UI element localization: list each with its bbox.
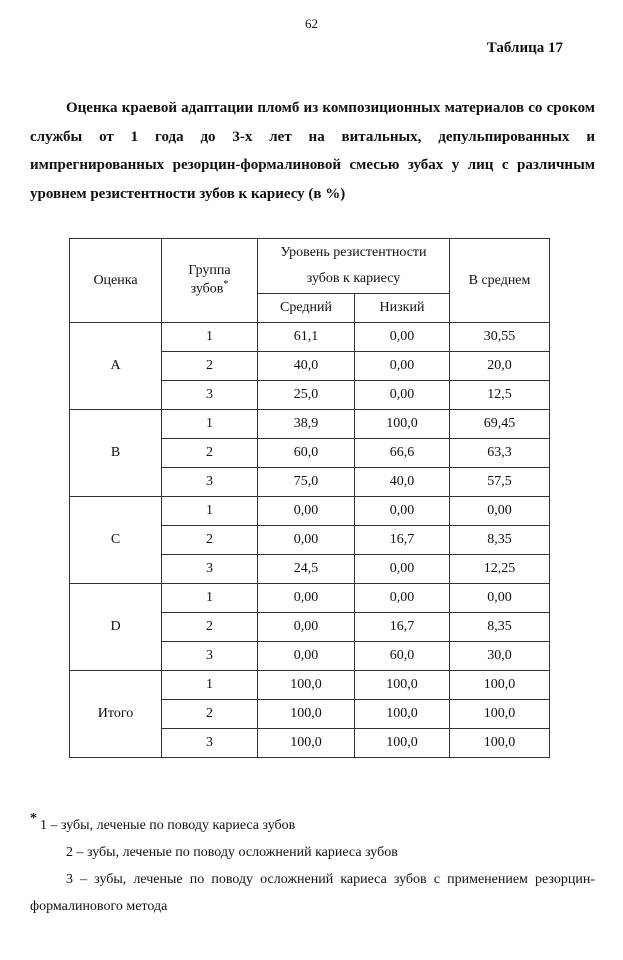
- group-cell: 3: [162, 729, 258, 758]
- medium-cell: 0,00: [258, 642, 355, 671]
- medium-cell: 0,00: [258, 613, 355, 642]
- footnote-1-text: 1 – зубы, леченые по поводу кариеса зубов: [40, 818, 296, 833]
- header-average: В среднем: [450, 239, 550, 323]
- group-cell: 3: [162, 468, 258, 497]
- footnote-mark: *: [30, 811, 37, 826]
- group-cell: 3: [162, 642, 258, 671]
- header-resistance-line1: Уровень резистентности: [280, 245, 427, 260]
- group-cell: 3: [162, 555, 258, 584]
- average-cell: 0,00: [450, 584, 550, 613]
- group-cell: 1: [162, 410, 258, 439]
- medium-cell: 25,0: [258, 381, 355, 410]
- medium-cell: 60,0: [258, 439, 355, 468]
- group-cell: 1: [162, 323, 258, 352]
- medium-cell: 75,0: [258, 468, 355, 497]
- score-cell: Итого: [70, 671, 162, 758]
- table-row: [70, 671, 550, 700]
- low-cell: 100,0: [355, 410, 450, 439]
- group-cell: 1: [162, 671, 258, 700]
- low-cell: 16,7: [355, 613, 450, 642]
- table-row: [70, 410, 550, 439]
- table-row: [70, 584, 550, 613]
- header-score: Оценка: [70, 239, 162, 323]
- average-cell: 30,0: [450, 642, 550, 671]
- average-cell: 100,0: [450, 729, 550, 758]
- table-row: [70, 497, 550, 526]
- group-cell: 2: [162, 352, 258, 381]
- table-label: Таблица 17: [486, 40, 563, 56]
- group-cell: 2: [162, 700, 258, 729]
- group-cell: 1: [162, 497, 258, 526]
- header-low: Низкий: [355, 294, 450, 323]
- medium-cell: 0,00: [258, 526, 355, 555]
- low-cell: 0,00: [355, 352, 450, 381]
- low-cell: 40,0: [355, 468, 450, 497]
- average-cell: 30,55: [450, 323, 550, 352]
- average-cell: 69,45: [450, 410, 550, 439]
- low-cell: 100,0: [355, 671, 450, 700]
- footnotes: [30, 812, 595, 920]
- low-cell: 0,00: [355, 555, 450, 584]
- medium-cell: 100,0: [258, 729, 355, 758]
- header-group-line2: зубов: [190, 281, 224, 297]
- medium-cell: 24,5: [258, 555, 355, 584]
- table-body: [70, 323, 550, 758]
- score-cell: D: [70, 584, 162, 671]
- medium-cell: 100,0: [258, 671, 355, 700]
- low-cell: 100,0: [355, 700, 450, 729]
- medium-cell: 0,00: [258, 497, 355, 526]
- group-cell: 1: [162, 584, 258, 613]
- score-cell: C: [70, 497, 162, 584]
- low-cell: 66,6: [355, 439, 450, 468]
- score-cell: B: [70, 410, 162, 497]
- low-cell: 0,00: [355, 584, 450, 613]
- average-cell: 20,0: [450, 352, 550, 381]
- average-cell: 63,3: [450, 439, 550, 468]
- low-cell: 0,00: [355, 497, 450, 526]
- header-group-footnote-mark: *: [223, 279, 229, 291]
- header-medium: Средний: [258, 294, 355, 323]
- header-group: [162, 239, 258, 323]
- average-cell: 0,00: [450, 497, 550, 526]
- average-cell: 100,0: [450, 671, 550, 700]
- low-cell: 60,0: [355, 642, 450, 671]
- average-cell: 8,35: [450, 526, 550, 555]
- header-group-line1: Группа: [188, 263, 231, 279]
- page-number: 62: [305, 16, 318, 31]
- medium-cell: 61,1: [258, 323, 355, 352]
- average-cell: 100,0: [450, 700, 550, 729]
- average-cell: 12,25: [450, 555, 550, 584]
- low-cell: 0,00: [355, 323, 450, 352]
- average-cell: 8,35: [450, 613, 550, 642]
- score-cell: A: [70, 323, 162, 410]
- medium-cell: 100,0: [258, 700, 355, 729]
- header-resistance: [258, 239, 450, 294]
- footnote-2: 2 – зубы, леченые по поводу осложнений кариеса зубов: [66, 845, 398, 860]
- results-table: [69, 238, 550, 758]
- group-cell: 3: [162, 381, 258, 410]
- low-cell: 16,7: [355, 526, 450, 555]
- low-cell: 0,00: [355, 381, 450, 410]
- footnote-1: [30, 812, 595, 839]
- footnote-3: 3 – зубы, леченые по поводу осложнений кариеса зубов с применением резорцин-формалинового метода: [30, 872, 595, 914]
- average-cell: 12,5: [450, 381, 550, 410]
- group-cell: 2: [162, 613, 258, 642]
- table-title: Оценка краевой адаптации пломб из композиционных материалов со сроком службы от 1 года до 3-х лет на витальных, депульпированных и импрегнированных резорцин-формалиновой смесью зубах у лиц с различным уровнем резистентности зубов к кариесу (в %): [30, 100, 595, 202]
- header-resistance-line2: зубов к кариесу: [306, 271, 401, 286]
- table-row: [70, 323, 550, 352]
- group-cell: 2: [162, 439, 258, 468]
- low-cell: 100,0: [355, 729, 450, 758]
- group-cell: 2: [162, 526, 258, 555]
- average-cell: 57,5: [450, 468, 550, 497]
- medium-cell: 38,9: [258, 410, 355, 439]
- medium-cell: 0,00: [258, 584, 355, 613]
- medium-cell: 40,0: [258, 352, 355, 381]
